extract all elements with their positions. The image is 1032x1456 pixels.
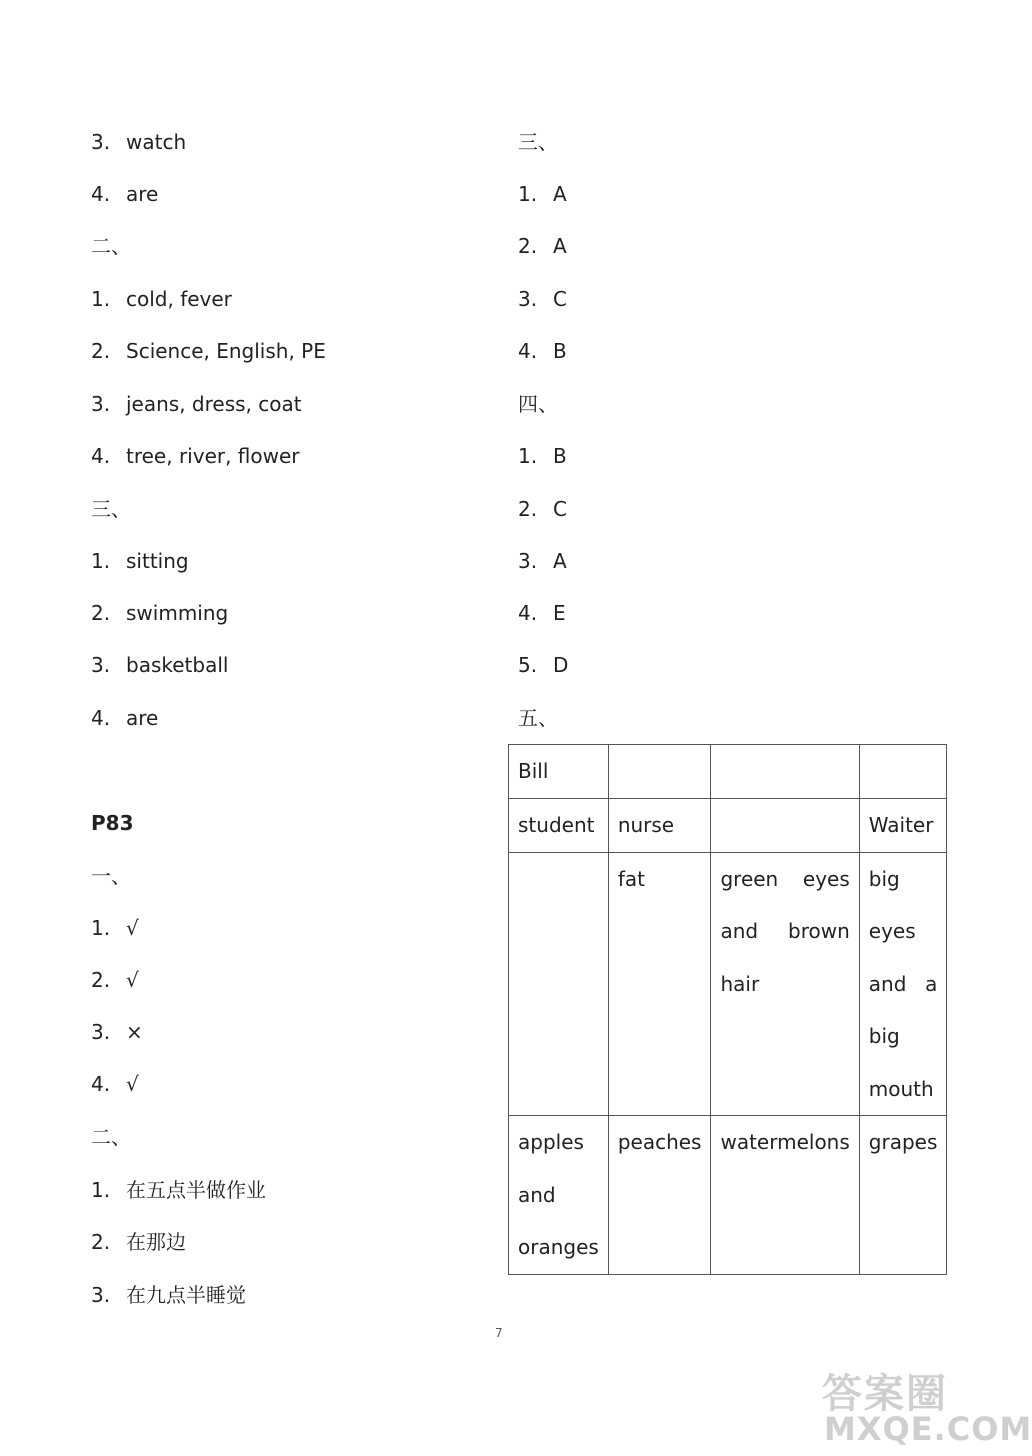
answer-item [91,549,189,573]
item-text: are [126,706,159,730]
table-cell: apples and oranges [509,1116,609,1275]
item-number: 1. [91,287,111,311]
item-text: 在那边 [126,1230,186,1254]
section-heading: 一、 [91,864,131,888]
table-cell: grapes [859,1116,947,1275]
table-cell [711,798,859,852]
table-cell: nurse [608,798,711,852]
item-number: 3. [91,392,111,416]
item-number: 4. [518,601,538,625]
item-number: 4. [91,182,111,206]
table-cell: peaches [608,1116,711,1275]
answer-item [91,392,302,416]
section-heading: 五、 [518,706,558,730]
answer-item [91,706,158,730]
item-text: B [553,339,567,363]
item-number: 3. [91,130,111,154]
item-number: 3. [91,1283,111,1307]
answer-item [518,497,567,521]
answer-item [518,653,568,677]
item-text: watch [126,130,187,154]
item-number: 3. [518,549,538,573]
item-number: 2. [91,1230,111,1254]
answer-item [518,339,567,363]
item-number: 2. [91,339,111,363]
section-heading: 四、 [518,392,558,416]
table-row [509,745,947,799]
table-cell: fat [608,852,711,1116]
answer-item [518,287,567,311]
answer-item [91,916,139,940]
watermark-url: MXQE.COM [824,1410,1032,1448]
item-text: C [553,497,567,521]
item-text: A [553,234,567,258]
item-text: √ [126,916,139,940]
answer-table [508,744,947,1275]
item-number: 4. [91,1072,111,1096]
item-number: 1. [91,916,111,940]
table-cell [711,745,859,799]
item-number: 2. [91,968,111,992]
table-cell: Bill [509,745,609,799]
answer-item [91,1072,139,1096]
answer-item [518,549,567,573]
answer-item [91,130,186,154]
item-text: are [126,182,159,206]
item-text: Science, English, PE [126,339,326,363]
watermark-logo [822,1362,1032,1450]
answer-item [91,287,232,311]
watermark-text: 答案圈 [822,1371,948,1417]
item-number: 4. [91,706,111,730]
table-cell [859,745,947,799]
item-text: B [553,444,567,468]
item-number: 4. [91,444,111,468]
page-section-title: P83 [91,811,134,835]
item-text: C [553,287,567,311]
answer-item [518,234,567,258]
item-text: cold, fever [126,287,232,311]
item-text: basketball [126,653,229,677]
item-text: E [553,601,566,625]
item-text: sitting [126,549,189,573]
answer-item [91,968,139,992]
item-text: swimming [126,601,229,625]
item-text: A [553,549,567,573]
item-text: jeans, dress, coat [126,392,302,416]
item-number: 4. [518,339,538,363]
table-cell: student [509,798,609,852]
answer-item [91,653,228,677]
section-heading: 三、 [91,497,131,521]
section-heading: 二、 [91,234,131,258]
table-cell: watermelons [711,1116,859,1275]
item-text: A [553,182,567,206]
answer-item [518,444,567,468]
answer-item [91,444,300,468]
answer-item [91,1283,246,1307]
item-text: D [553,653,569,677]
item-text: √ [126,1072,139,1096]
item-number: 3. [91,1020,111,1044]
item-number: 1. [91,549,111,573]
answer-item [91,601,228,625]
table-cell [509,852,609,1116]
table-row [509,1116,947,1275]
section-heading: 二、 [91,1125,131,1149]
table-cell: big eyes and a big mouth [859,852,947,1116]
table-cell: Waiter [859,798,947,852]
item-number: 3. [91,653,111,677]
answer-item [91,1230,186,1254]
table-cell: green eyes and brown hair [711,852,859,1116]
item-text: √ [126,968,139,992]
item-number: 2. [518,497,538,521]
item-text: × [126,1020,143,1044]
item-number: 5. [518,653,538,677]
section-heading: 三、 [518,130,558,154]
answer-item [91,182,158,206]
item-number: 1. [518,182,538,206]
answer-item [91,1178,266,1202]
item-text: tree, river, flower [126,444,300,468]
answer-item [91,1020,143,1044]
item-text: 在九点半睡觉 [126,1283,246,1307]
answer-item [518,601,566,625]
item-text: 在五点半做作业 [126,1178,266,1202]
table-row [509,798,947,852]
page-number: 7 [495,1326,503,1340]
item-number: 2. [518,234,538,258]
table-cell [608,745,711,799]
answer-item [91,339,326,363]
table-row [509,852,947,1116]
answer-item [518,182,567,206]
item-number: 1. [518,444,538,468]
item-number: 2. [91,601,111,625]
item-number: 3. [518,287,538,311]
item-number: 1. [91,1178,111,1202]
